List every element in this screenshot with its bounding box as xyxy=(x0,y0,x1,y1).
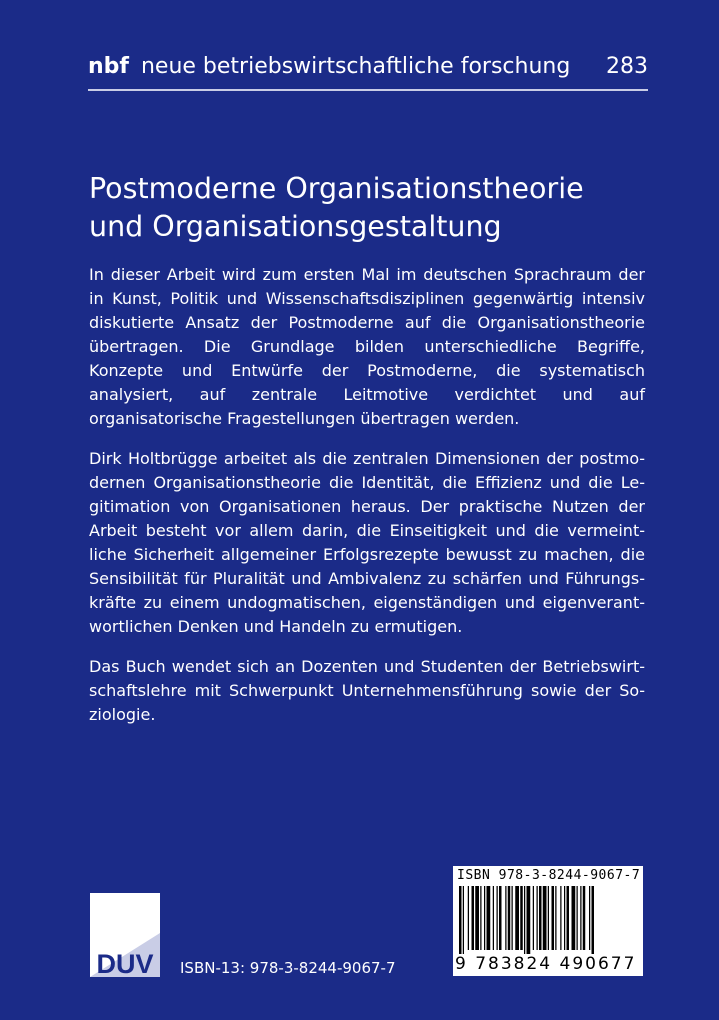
barcode-bar xyxy=(468,886,469,950)
barcode-bar xyxy=(480,886,481,950)
barcode-bar xyxy=(589,886,590,950)
barcode-bar xyxy=(499,886,502,950)
barcode-bar xyxy=(515,886,519,950)
barcode-bar xyxy=(459,886,462,954)
barcode-bar xyxy=(552,886,555,950)
blurb-paragraph-1: In dieser Arbeit wird zum ersten Mal im deutschen Sprachraum der in Kunst, Politik und Wissenschaftsdisziplinen gegenwärtig intensiv diskutierte Ansatz der Postmoderne auf die Organisationstheorie übertragen. Die Grundlage bilden unterschiedliche Begriffe, Konzepte und Entwürfe der Postmoderne, die systematisch analysiert, auf zentrale Leitmotive verdichtet und auf organisatorische Fragestellungen übertragen werden. xyxy=(89,265,645,428)
barcode-bar xyxy=(527,886,531,954)
barcode-bar xyxy=(539,886,542,950)
barcode-bar xyxy=(580,886,581,950)
barcode-bar xyxy=(520,886,523,950)
book-title-line-1: Postmoderne Organisationstheorie xyxy=(89,172,584,205)
barcode-bar xyxy=(493,886,494,950)
blurb xyxy=(89,263,645,743)
barcode-bar xyxy=(524,886,525,954)
publisher-logo xyxy=(90,893,160,977)
series-header xyxy=(88,50,648,84)
barcode-bar xyxy=(572,886,576,950)
book-title xyxy=(89,170,629,246)
blurb-paragraph-2: Dirk Holtbrügge arbeitet als die zentralen Dimensionen der postmodernen Organisationstheorie die Identität, die Effizienz und die Legitimation von Organisationen heraus. Der praktische Nutzen der Arbeit besteht vor allem darin, die Einseitigkeit und die vermeintliche Sicherheit allgemeiner Erfolgsrezepte bewusst zu machen, die Sensibilität für Pluralität und Ambivalenz zu schärfen und Führungskräfte zu einem undogmatischen, eigenständigen und eigenverantwortlichen Denken und Handeln zu ermutigen. xyxy=(89,449,645,636)
barcode-bar xyxy=(555,886,556,950)
barcode-bar xyxy=(567,886,570,950)
series-number: 283 xyxy=(606,54,648,79)
barcode-bar xyxy=(508,886,511,950)
blurb-paragraph-3: Das Buch wendet sich an Dozenten und Studenten der Betriebswirtschaftslehre mit Schwerpunkt Unternehmensführung sowie der Soziologie. xyxy=(89,657,645,724)
barcode-bar xyxy=(475,886,479,950)
barcode-bar xyxy=(548,886,549,950)
barcode-bar xyxy=(512,886,513,950)
duv-logo-icon xyxy=(90,893,160,977)
barcode-ean-digits: 9 783824 490677 xyxy=(455,954,637,974)
barcode-bar xyxy=(487,886,491,950)
header-divider xyxy=(88,89,648,91)
barcode-bar xyxy=(497,886,498,950)
isbn-13: ISBN-13: 978-3-8244-9067-7 xyxy=(180,959,396,977)
barcode-bar xyxy=(577,886,578,950)
series-name: neue betriebswirtschaftliche forschung xyxy=(140,54,571,79)
barcode xyxy=(453,866,643,976)
barcode-bar xyxy=(543,886,547,950)
barcode-bar xyxy=(484,886,485,950)
book-title-line-2: und Organisationsgestaltung xyxy=(89,210,502,243)
barcode-bars-icon xyxy=(459,886,637,954)
publisher-logo-text: DUV xyxy=(96,949,154,977)
barcode-bar xyxy=(560,886,561,950)
barcode-bar xyxy=(463,886,464,954)
series-abbreviation: nbf xyxy=(88,54,129,79)
barcode-bar xyxy=(592,886,595,954)
barcode-bar xyxy=(533,886,534,950)
barcode-bar xyxy=(505,886,506,950)
barcode-bar xyxy=(564,886,565,950)
barcode-isbn-label: ISBN 978-3-8244-9067-7 xyxy=(457,868,641,883)
barcode-bar xyxy=(472,886,475,950)
barcode-bar xyxy=(583,886,586,950)
barcode-bar xyxy=(537,886,538,950)
